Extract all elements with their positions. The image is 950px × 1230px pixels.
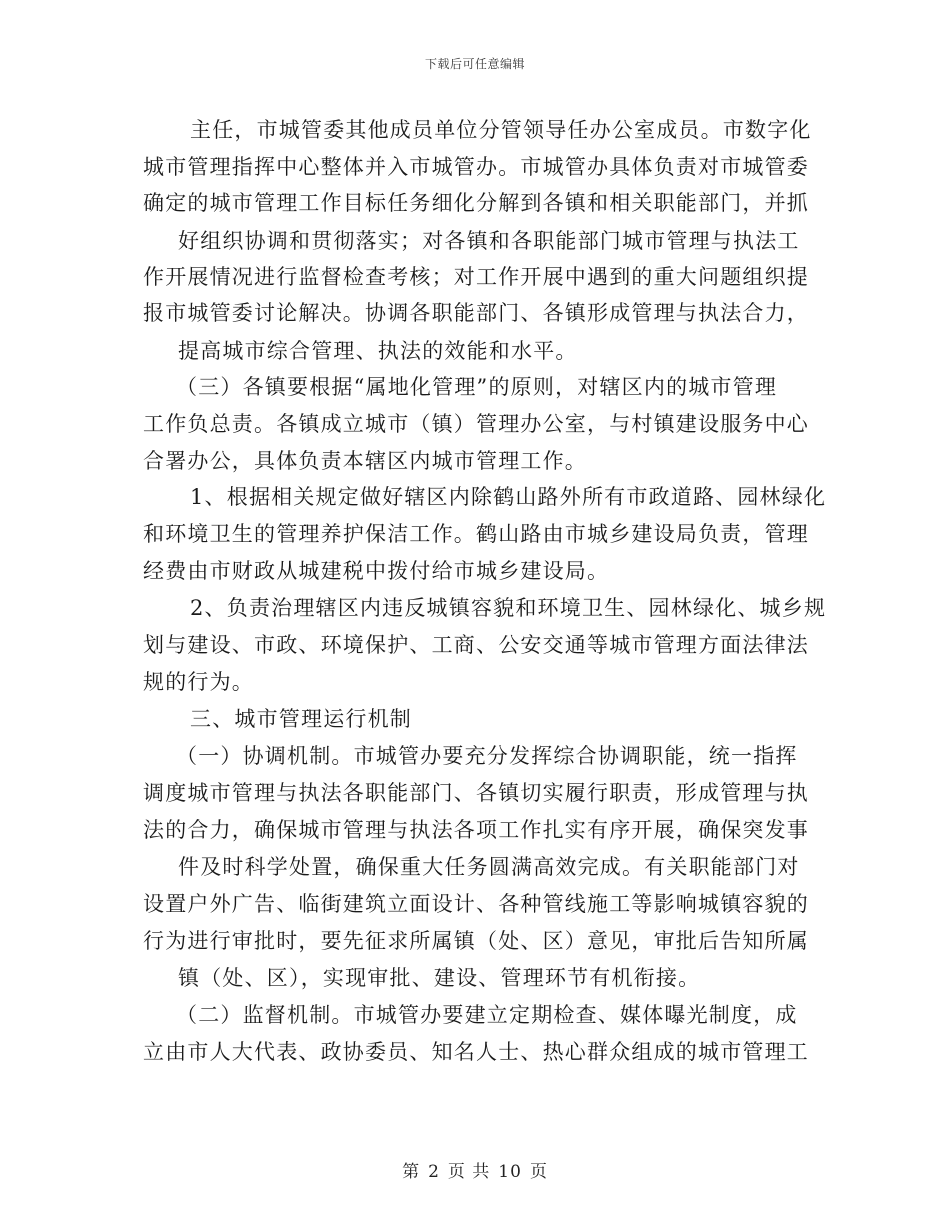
text-line: 2、负责治理辖区内违反城镇容貌和环境卫生、园林绿化、城乡规 xyxy=(190,596,827,620)
text-line: 设置户外广告、临街建筑立面设计、各种管线施工等影响城镇容貌的 xyxy=(143,892,809,916)
text-line: 工作负总责。各镇成立城市（镇）管理办公室，与村镇建设服务中心 xyxy=(143,412,809,436)
text-line: 和环境卫生的管理养护保洁工作。鹤山路由市城乡建设局负责，管理 xyxy=(143,522,809,546)
page-footer xyxy=(0,1157,950,1182)
text-line: （三）各镇要根据“属地化管理”的原则，对辖区内的城市管理 xyxy=(176,375,778,399)
text-line: 报市城管委讨论解决。协调各职能部门、各镇形成管理与执法合力， xyxy=(143,301,809,325)
text-line: 提高城市综合管理、执法的效能和水平。 xyxy=(178,339,578,363)
text-line: 法的合力，确保城市管理与执法各项工作扎实有序开展，确保突发事 xyxy=(143,818,809,842)
text-line: 调度城市管理与执法各职能部门、各镇切实履行职责，形成管理与执 xyxy=(143,781,809,805)
text-line: 主任，市城管委其他成员单位分管领导任办公室成员。市数字化 xyxy=(190,118,812,142)
text-line: 立由市人大代表、政协委员、知名人士、热心群众组成的城市管理工 xyxy=(143,1040,809,1064)
text-line: 确定的城市管理工作目标任务细化分解到各镇和相关职能部门，并抓 xyxy=(143,191,809,215)
text-line: 划与建设、市政、环境保护、工商、公安交通等城市管理方面法律法 xyxy=(143,633,809,657)
text-line: 规的行为。 xyxy=(143,670,254,694)
text-line: 镇（处、区），实现审批、建设、管理环节有机衔接。 xyxy=(178,966,701,990)
text-line: 好组织协调和贯彻落实；对各镇和各职能部门城市管理与执法工 xyxy=(178,229,800,253)
text-line: （二）监督机制。市城管办要建立定期检查、媒体曝光制度，成 xyxy=(176,1003,798,1027)
text-line: 作开展情况进行监督检查考核；对工作开展中遇到的重大问题组织提 xyxy=(143,265,809,289)
text-line: 城市管理指挥中心整体并入市城管办。市城管办具体负责对市城管委 xyxy=(143,155,809,179)
section-heading: 三、城市管理运行机制 xyxy=(190,707,412,731)
footer-prefix: 第 xyxy=(402,1162,421,1182)
footer-suffix: 页 xyxy=(529,1162,548,1182)
text-line: 合署办公，具体负责本辖区内城市管理工作。 xyxy=(143,449,587,473)
page-total: 10 xyxy=(498,1162,522,1182)
text-line: 件及时科学处置，确保重大任务圆满高效完成。有关职能部门对 xyxy=(178,855,800,879)
page-number: 2 xyxy=(428,1162,440,1182)
text-line: 经费由市财政从城建税中拨付给市城乡建设局。 xyxy=(143,559,610,583)
text-line: 1、根据相关规定做好辖区内除鹤山路外所有市政道路、园林绿化 xyxy=(190,485,827,509)
text-line: （一）协调机制。市城管办要充分发挥综合协调职能，统一指挥 xyxy=(176,744,798,768)
footer-middle: 页 共 xyxy=(447,1162,491,1182)
text-line: 行为进行审批时，要先征求所属镇（处、区）意见，审批后告知所属 xyxy=(143,929,809,953)
page-header: 下载后可任意编辑 xyxy=(424,57,525,71)
